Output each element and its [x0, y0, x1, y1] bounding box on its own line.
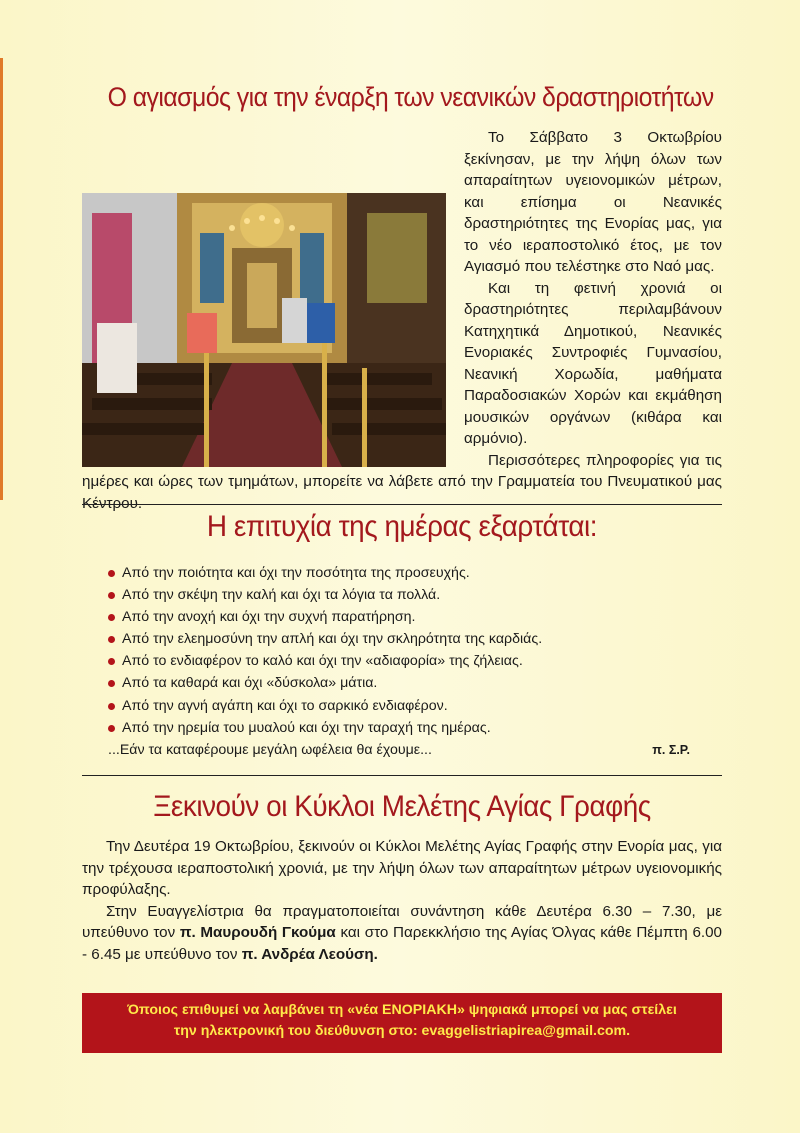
bullet-dot-icon	[108, 614, 115, 621]
blessing-paragraph-3: Περισσότερες πληροφορίες για τις ημέρες και ώρες των τμημάτων, μπορείτε να λάβετε από την Γραμματεία του Πνευματικού μας Κέντρου.	[82, 451, 722, 512]
day-success-list	[108, 562, 708, 739]
page-edge-strip	[0, 58, 3, 500]
bullet-dot-icon	[108, 703, 115, 710]
list-item	[108, 562, 708, 584]
banner-line-1: Όποιος επιθυμεί να λαμβάνει τη «νέα ΕΝΟΡΙΑΚΗ» ψηφιακά μπορεί να μας στείλει	[127, 1002, 677, 1018]
list-item-text: Από την σκέψη την καλή και όχι τα λόγια τα πολλά.	[122, 587, 441, 604]
list-item	[108, 584, 708, 606]
bullet-dot-icon	[108, 725, 115, 732]
bible-study-body	[82, 836, 722, 965]
list-item	[108, 606, 708, 628]
list-item	[108, 717, 708, 739]
author-signature: π. Σ.Ρ.	[652, 742, 690, 757]
church-interior-photo	[82, 193, 446, 467]
list-item-text: Από την ηρεμία του μυαλού και όχι την ταραχή της ημέρας.	[122, 719, 491, 736]
article-title-day-success: Η επιτυχία της ημέρας εξαρτάται:	[206, 510, 598, 543]
bullet-dot-icon	[108, 680, 115, 687]
article-title-blessing: Ο αγιασμός για την έναρξη των νεανικών δραστηριοτήτων	[107, 82, 714, 112]
paragraph-text: Στην Ευαγγελίστρια θα πραγματοποιείται συνάντηση κάθε Δευτέρα 6.30 – 7.30, με υπεύθυνο τον	[82, 902, 722, 941]
list-item-text: Από το ενδιαφέρον το καλό και όχι την «αδιαφορία» της ζήλειας.	[122, 653, 523, 670]
day-success-list-block	[108, 562, 708, 761]
article-blessing-body	[82, 127, 722, 514]
priest-name: π. Μαυρουδή Γκούμα	[179, 924, 336, 941]
bullet-dot-icon	[108, 636, 115, 643]
bible-study-paragraph-2	[82, 901, 722, 966]
priest-name: π. Ανδρέα Λεούση.	[241, 945, 378, 963]
list-item-text: Από την ποιότητα και όχι την ποσότητα της προσευχής.	[122, 565, 470, 581]
article-title-bible-study: Ξεκινούν οι Κύκλοι Μελέτης Αγίας Γραφής	[153, 790, 651, 823]
list-item-text: Από την ανοχή και όχι την συχνή παρατήρηση.	[122, 609, 416, 626]
paragraph-text: και στο Παρεκκλήσιο της Αγίας Όλγας κάθε Πέμπτη 6.00 - 6.45 με υπεύθυνο τον	[82, 924, 723, 963]
bible-study-paragraph-1: Την Δευτέρα 19 Οκτωβρίου, ξεκινούν οι Κύκλοι Μελέτης Αγίας Γραφής στην Ενορία μας, για την τρέχουσα ιεραποστολική χρονιά, με την λήψη όλων των απαραίτητων μέτρων υγειονομικής προφύλαξης.	[82, 838, 722, 898]
digital-subscription-banner	[82, 993, 722, 1053]
banner-line-2: την ηλεκτρονική του διεύθυνση στο: evaggelistriapirea@gmail.com.	[173, 1023, 631, 1039]
list-item	[108, 695, 708, 717]
blessing-paragraph-2: Και τη φετινή χρονιά οι δραστηριότητες περιλαμβάνουν Κατηχητικά Δημοτικού, Νεανικές Ενοριακές Συντροφιές Γυμνασίου, Νεανική Χορωδία, μαθήματα Παραδοσιακών Χορών και εκμάθηση μουσικών οργάνων (κιθάρα και αρμόνιο).	[464, 279, 722, 447]
list-item-text: Από την αγνή αγάπη και όχι το σαρκικό ενδιαφέρον.	[122, 697, 448, 714]
closing-row	[108, 739, 708, 761]
closing-line: ...Εάν τα καταφέρουμε μεγάλη ωφέλεια θα έχουμε...	[108, 741, 432, 758]
list-item-text: Από τα καθαρά και όχι «δύσκολα» μάτια.	[122, 675, 378, 692]
section-divider	[82, 775, 722, 776]
bullet-dot-icon	[108, 592, 115, 599]
blessing-paragraph-1: Το Σάββατο 3 Οκτωβρίου ξεκίνησαν, με την λήψη όλων των απαραίτητων υγειονομικών μέτρων, και επίσημα οι Νεανικές δραστηριότητες της Ενορίας μας, για το νέο ιεραποστολικό έτος, με τον Αγιασμό που τελέστηκε στο Ναό μας.	[464, 129, 722, 275]
bullet-dot-icon	[108, 658, 115, 665]
list-item	[108, 672, 708, 694]
section-divider	[82, 504, 722, 505]
list-item	[108, 650, 708, 672]
bullet-dot-icon	[108, 570, 115, 577]
list-item	[108, 628, 708, 650]
list-item-text: Από την ελεημοσύνη την απλή και όχι την σκληρότητα της καρδιάς.	[122, 631, 543, 648]
